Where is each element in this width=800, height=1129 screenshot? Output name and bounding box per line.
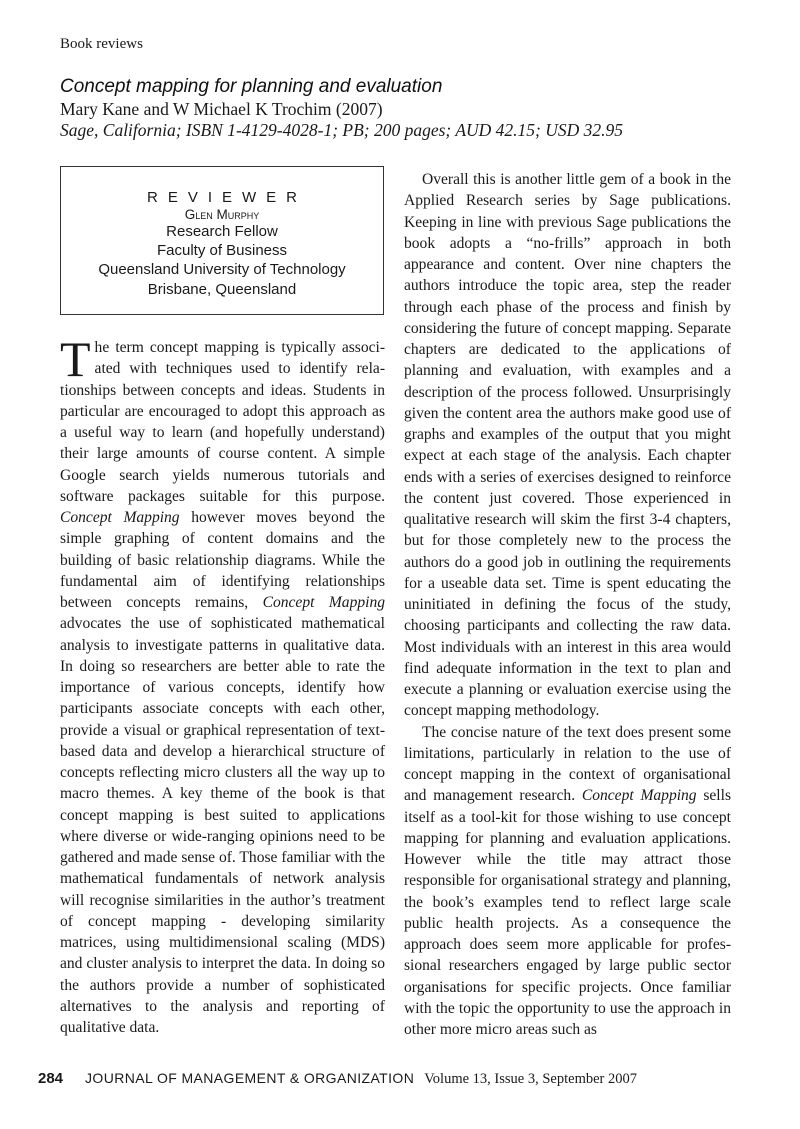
reviewer-faculty: Faculty of Business [156, 242, 288, 260]
book-title: Concept mapping for planning and evaluation [60, 76, 443, 97]
page-number: 284 [38, 1070, 64, 1087]
emphasis-text: Concept Mapping [581, 787, 697, 805]
reviewer-heading: REVIEWER [146, 189, 307, 206]
publication-info: Sage, California; ISBN 1-4129-4028-1; PB; 200 pages; AUD 42.15; USD 32.95 [60, 120, 624, 140]
paragraph-text: advocates the use of sophisticated mathematical analysis to investigate patterns in qualitative data. In doing so researchers are better able to rate the importance of various concepts, identify how participants associate concepts with each other, provide a visual or graphical representation of text-based data and develop a hierarchical structure of concepts reflecting micro clusters all the way up to macro themes. A key theme of the book is that concept mapping is best suited to applications where diverse or wide-ranging opinions need to be gathered and made sense of. Those familiar with the mathematical fundamentals of network analysis will recognise similarities in the author’s treatment of concept mapping - developing similarity matrices, using multidimensional scaling (MDS) and cluster analysis to interpret the data. In doing so the authors provide a number of sophisticated alternatives to the analysis and reporting of qualitative data. [60, 615, 385, 1036]
left-column [60, 331, 385, 1038]
paragraph-text: he term concept mapping is typically associated with techniques used to identify relationships between concepts and ideas. Students in particular are encouraged to adopt this approach as a useful way to learn (and hopefully understand) their large amounts of course content. A simple Google search yields numerous tutorials and software packages suitable for this purpose. [60, 339, 385, 505]
body-paragraph-3 [404, 722, 731, 1041]
reviewer-name: Glen Murphy [184, 207, 260, 222]
paragraph-text: The concise nature of the text does present some limitations, particularly in relation to the use of concept mapping in the context of organisational and management research. [404, 723, 731, 805]
body-paragraph-1 [60, 331, 385, 1038]
paragraph-text: however moves beyond the simple graphing of content domains and the building of basic relationship diagrams. While the fundamental aim of identifying relationships between concepts remains, [60, 509, 385, 611]
reviewer-university: Queensland University of Technology [98, 261, 346, 279]
page-footer [38, 1070, 637, 1088]
emphasis-text: Concept Mapping [262, 594, 385, 611]
reviewer-location: Brisbane, Queensland [147, 280, 297, 298]
body-paragraph-2: Overall this is another little gem of a book in the Applied Research series by Sage publications. Keeping in line with previous Sage publications the book adopts a “no-frills” approach in both appearance and content. Over nine chapters the authors introduce the topic area, step the reader through each phase of the process and finish by considering the future of concept mapping. Separate chapters are dedicated to the applications of planning and evaluation, with examples and a description of the process followed. Unsurprisingly given the content area the authors make good use of graphs and examples of the output that you might expect at each stage of the analysis. Each chapter ends with a series of exercises designed to reinforce the content just covered. Those experienced in qualitative research will skim the first 3-4 chapters, but for those completely new to the process the authors do a good job in outlining the requirements for a useable data set. Time is spent educating the uninitiated in defining the focus of the study, choosing participants and collecting the raw data. Most individuals with an interest in this area would find adequate information in the text to plan and execute a planning or evaluation exercise using the concept mapping methodology. [404, 171, 731, 720]
emphasis-text: Concept Mapping [60, 509, 180, 526]
reviewer-box [60, 166, 384, 315]
right-column [404, 169, 731, 1040]
book-authors: Mary Kane and W Michael K Trochim (2007) [60, 99, 383, 119]
drop-cap: T [60, 331, 91, 387]
reviewer-position: Research Fellow [166, 223, 278, 240]
section-label: Book reviews [60, 36, 143, 52]
volume-info: Volume 13, Issue 3, September 2007 [424, 1071, 637, 1087]
paragraph-text: sells itself as a tool-kit for those wishing to use concept mapping for planning and evaluation applications. However while the title may attract those responsible for organisational strategy and planning, the book’s examples tend to reflect large scale public health projects. As a consequence the approach does seem more applicable for professional researchers engaged by large public sector organisations for specific projects. Once familiar with the topic the opportunity to use the approach in other more micro areas such as [404, 787, 731, 1038]
journal-name: JOURNAL OF MANAGEMENT & ORGANIZATION [85, 1070, 415, 1086]
